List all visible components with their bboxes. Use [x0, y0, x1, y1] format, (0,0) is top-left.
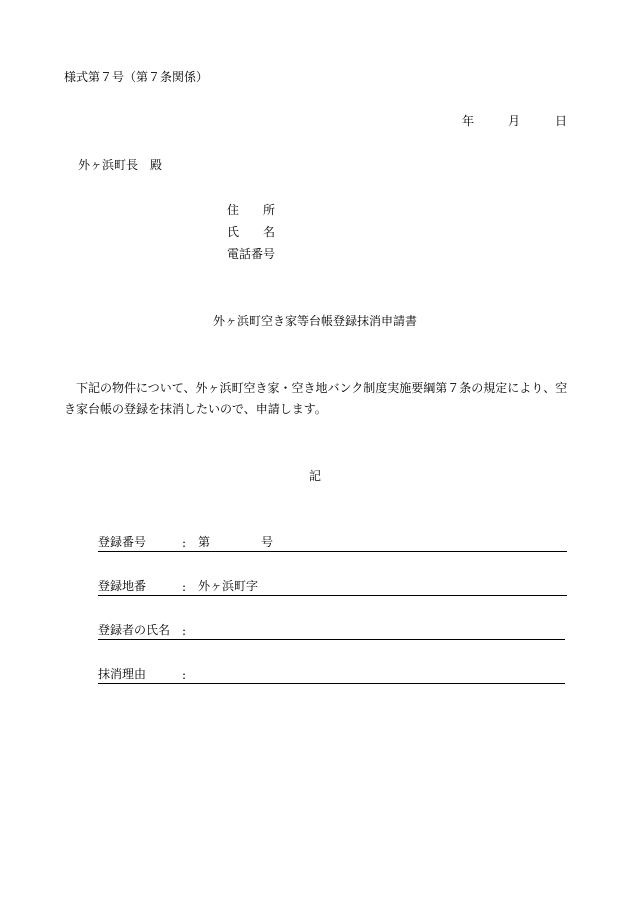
- registration-lot-label: 登録地番: [98, 579, 147, 593]
- registration-lot-field: [98, 579, 567, 596]
- date-month-label: 月: [508, 114, 521, 128]
- registrant-name-field: [98, 623, 565, 640]
- form-number: 様式第７号（第７条関係）: [64, 70, 209, 84]
- field-colon: :: [182, 668, 187, 682]
- field-colon: :: [182, 624, 187, 638]
- body-text: 下記の物件について、外ヶ浜町空き家・空き地バンク制度実施要綱第７条の規定により、空き家台帳の登録を抹消したいので、申請します。: [64, 381, 568, 416]
- field-colon: :: [182, 580, 187, 594]
- applicant-name-label: 氏 名: [227, 225, 276, 239]
- registration-number-field: [98, 535, 567, 552]
- cancellation-reason-label: 抹消理由: [98, 667, 147, 681]
- applicant-address-label: 住 所: [227, 203, 276, 217]
- registrant-name-label: 登録者の氏名: [98, 623, 171, 637]
- document-title: 外ヶ浜町空き家等台帳登録抹消申請書: [212, 314, 417, 328]
- date-day-label: 日: [555, 114, 568, 128]
- field-colon: :: [182, 536, 187, 550]
- date-year-label: 年: [462, 114, 475, 128]
- addressee-honorific: 殿: [150, 158, 163, 172]
- applicant-phone-label: 電話番号: [227, 247, 276, 261]
- registration-number-suffix: 号: [261, 535, 274, 549]
- cancellation-reason-field: [98, 667, 565, 684]
- note-heading: 記: [308, 469, 321, 483]
- registration-number-label: 登録番号: [98, 535, 147, 549]
- addressee-name: 外ヶ浜町長: [78, 158, 139, 172]
- registration-lot-value: 外ヶ浜町字: [198, 579, 259, 593]
- registration-number-prefix: 第: [198, 535, 211, 549]
